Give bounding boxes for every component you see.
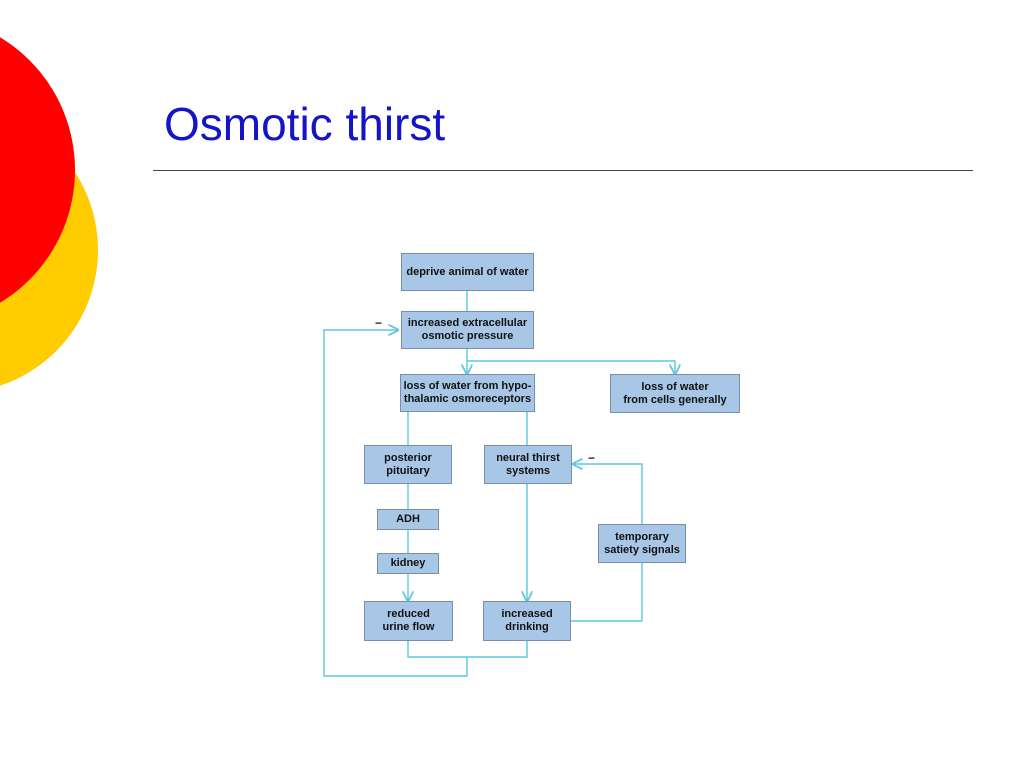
node-deprive-water: deprive animal of water (401, 253, 534, 291)
connector-outputs-merge (408, 641, 527, 657)
node-posterior-pituitary: posterior pituitary (364, 445, 452, 484)
node-reduced-urine: reduced urine flow (364, 601, 453, 641)
connector-extracellular-to-loss-cells (467, 361, 675, 374)
feedback-sign-top: − (375, 316, 383, 330)
node-kidney: kidney (377, 553, 439, 574)
node-adh: ADH (377, 509, 439, 530)
node-satiety-signals: temporary satiety signals (598, 524, 686, 563)
connector-satiety-to-neural (573, 464, 642, 524)
node-loss-hypothalamic: loss of water from hypo- thalamic osmoreceptors (400, 374, 535, 412)
node-neural-thirst: neural thirst systems (484, 445, 572, 484)
node-increased-drinking: increased drinking (483, 601, 571, 641)
slide-title: Osmotic thirst (164, 98, 446, 150)
feedback-sign-right: − (588, 451, 596, 465)
node-extracellular-pressure: increased extracellular osmotic pressure (401, 311, 534, 349)
connector-drinking-to-satiety (571, 563, 642, 621)
node-loss-cells: loss of water from cells generally (610, 374, 740, 413)
